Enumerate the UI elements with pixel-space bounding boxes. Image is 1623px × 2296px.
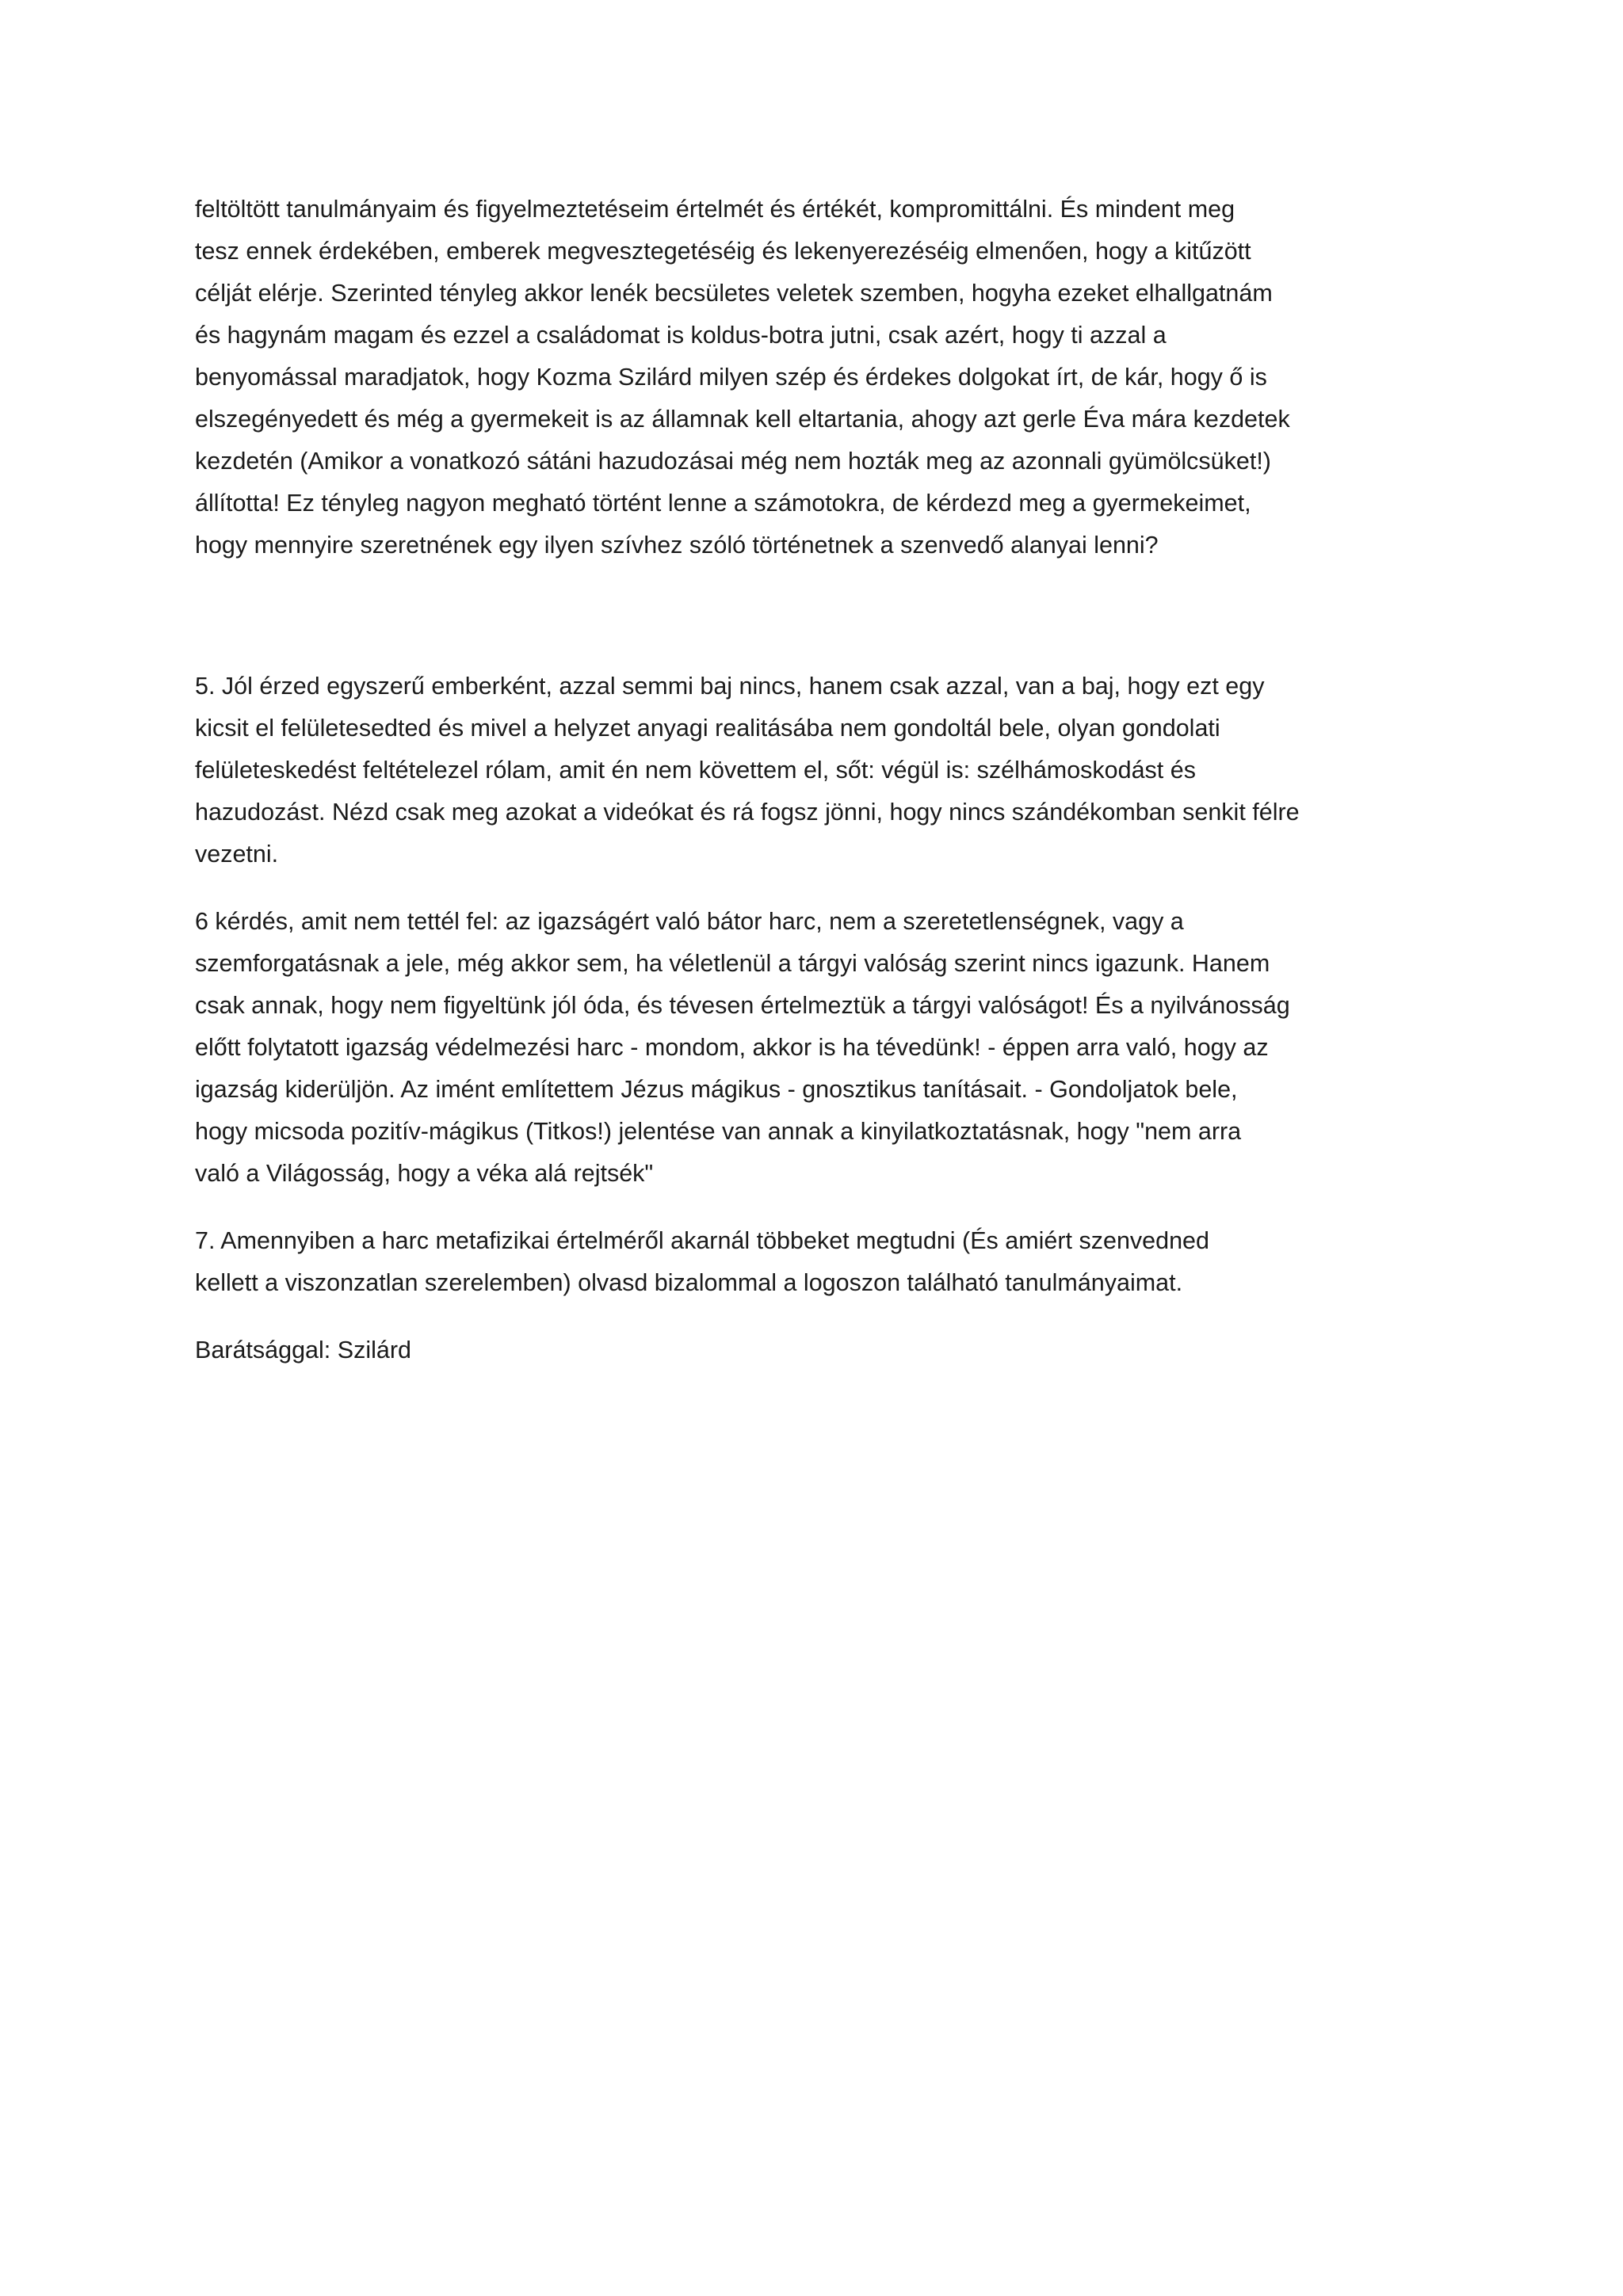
text-line: kezdetén (Amikor a vonatkozó sátáni hazudozásai még nem hozták meg az azonnali gyümölcsüket!) (195, 448, 1271, 475)
text-line: való a Világosság, hogy a véka alá rejtsék" (195, 1160, 654, 1187)
text-line: 6 kérdés, amit nem tettél fel: az igazságért való bátor harc, nem a szeretetlenségnek, vagy a (195, 908, 1184, 935)
text-line: vezetni. (195, 841, 279, 868)
text-line: elszegényedett és még a gyermekeit is az államnak kell eltartania, ahogy azt gerle Éva mára kezdetek (195, 406, 1290, 433)
paragraph-point-5 (195, 666, 1463, 875)
text-line: és hagynám magam és ezzel a családomat is koldus-botra jutni, csak azért, hogy ti azzal a (195, 322, 1167, 349)
text-line: tesz ennek érdekében, emberek megvesztegetéséig és lekenyerezéséig elmenően, hogy a kitűzött (195, 238, 1251, 265)
text-line: hogy micsoda pozitív-mágikus (Titkos!) jelentése van annak a kinyilatkoztatásnak, hogy "nem arra (195, 1118, 1242, 1145)
text-line: feltöltött tanulmányaim és figyelmeztetéseim értelmét és értékét, kompromittálni. És mindent meg (195, 196, 1235, 223)
text-line: 5. Jól érzed egyszerű emberként, azzal semmi baj nincs, hanem csak azzal, van a baj, hogy ezt egy (195, 673, 1265, 700)
text-line: kellett a viszonzatlan szerelemben) olvasd bizalommal a logoszon található tanulmányaimat. (195, 1269, 1183, 1296)
text-line: előtt folytatott igazság védelmezési harc - mondom, akkor is ha tévedünk! - éppen arra való, hogy az (195, 1034, 1269, 1061)
paragraph-point-6 (195, 901, 1463, 1195)
document-body (195, 189, 1463, 1371)
paragraph-spacer (195, 1195, 1463, 1220)
closing-signature (195, 1329, 1463, 1371)
text-line: célját elérje. Szerinted tényleg akkor lenék becsületes veletek szemben, hogyha ezeket elhallgatnám (195, 280, 1273, 307)
paragraph-continuation (195, 189, 1463, 566)
text-line: benyomással maradjatok, hogy Kozma Szilárd milyen szép és érdekes dolgokat írt, de kár, hogy ő is (195, 364, 1267, 391)
text-line: 7. Amennyiben a harc metafizikai értelméről akarnál többeket megtudni (És amiért szenvedned (195, 1227, 1209, 1254)
text-line: állította! Ez tényleg nagyon megható történt lenne a számotokra, de kérdezd meg a gyermekeimet, (195, 490, 1251, 517)
text-line: csak annak, hogy nem figyeltünk jól óda, és tévesen értelmeztük a tárgyi valóságot! És a nyilvánosság (195, 992, 1290, 1019)
text-line: Barátsággal: Szilárd (195, 1337, 411, 1363)
text-line: kicsit el felületesedted és mivel a helyzet anyagi realitásába nem gondoltál bele, olyan gondolati (195, 715, 1220, 742)
text-line: hogy mennyire szeretnének egy ilyen szívhez szóló történetnek a szenvedő alanyai lenni? (195, 532, 1159, 559)
paragraph-spacer (195, 1304, 1463, 1329)
paragraph-spacer (195, 566, 1463, 666)
text-line: felületeskedést feltételezel rólam, amit én nem követtem el, sőt: végül is: szélhámoskodást és (195, 757, 1196, 784)
paragraph-spacer (195, 875, 1463, 901)
text-line: igazság kiderüljön. Az imént említettem Jézus mágikus - gnosztikus tanításait. - Gondoljatok bele, (195, 1076, 1238, 1103)
text-line: szemforgatásnak a jele, még akkor sem, ha véletlenül a tárgyi valóság szerint nincs igazunk. Hanem (195, 950, 1270, 977)
paragraph-point-7 (195, 1220, 1463, 1304)
text-line: hazudozást. Nézd csak meg azokat a videókat és rá fogsz jönni, hogy nincs szándékomban senkit félre (195, 799, 1300, 826)
